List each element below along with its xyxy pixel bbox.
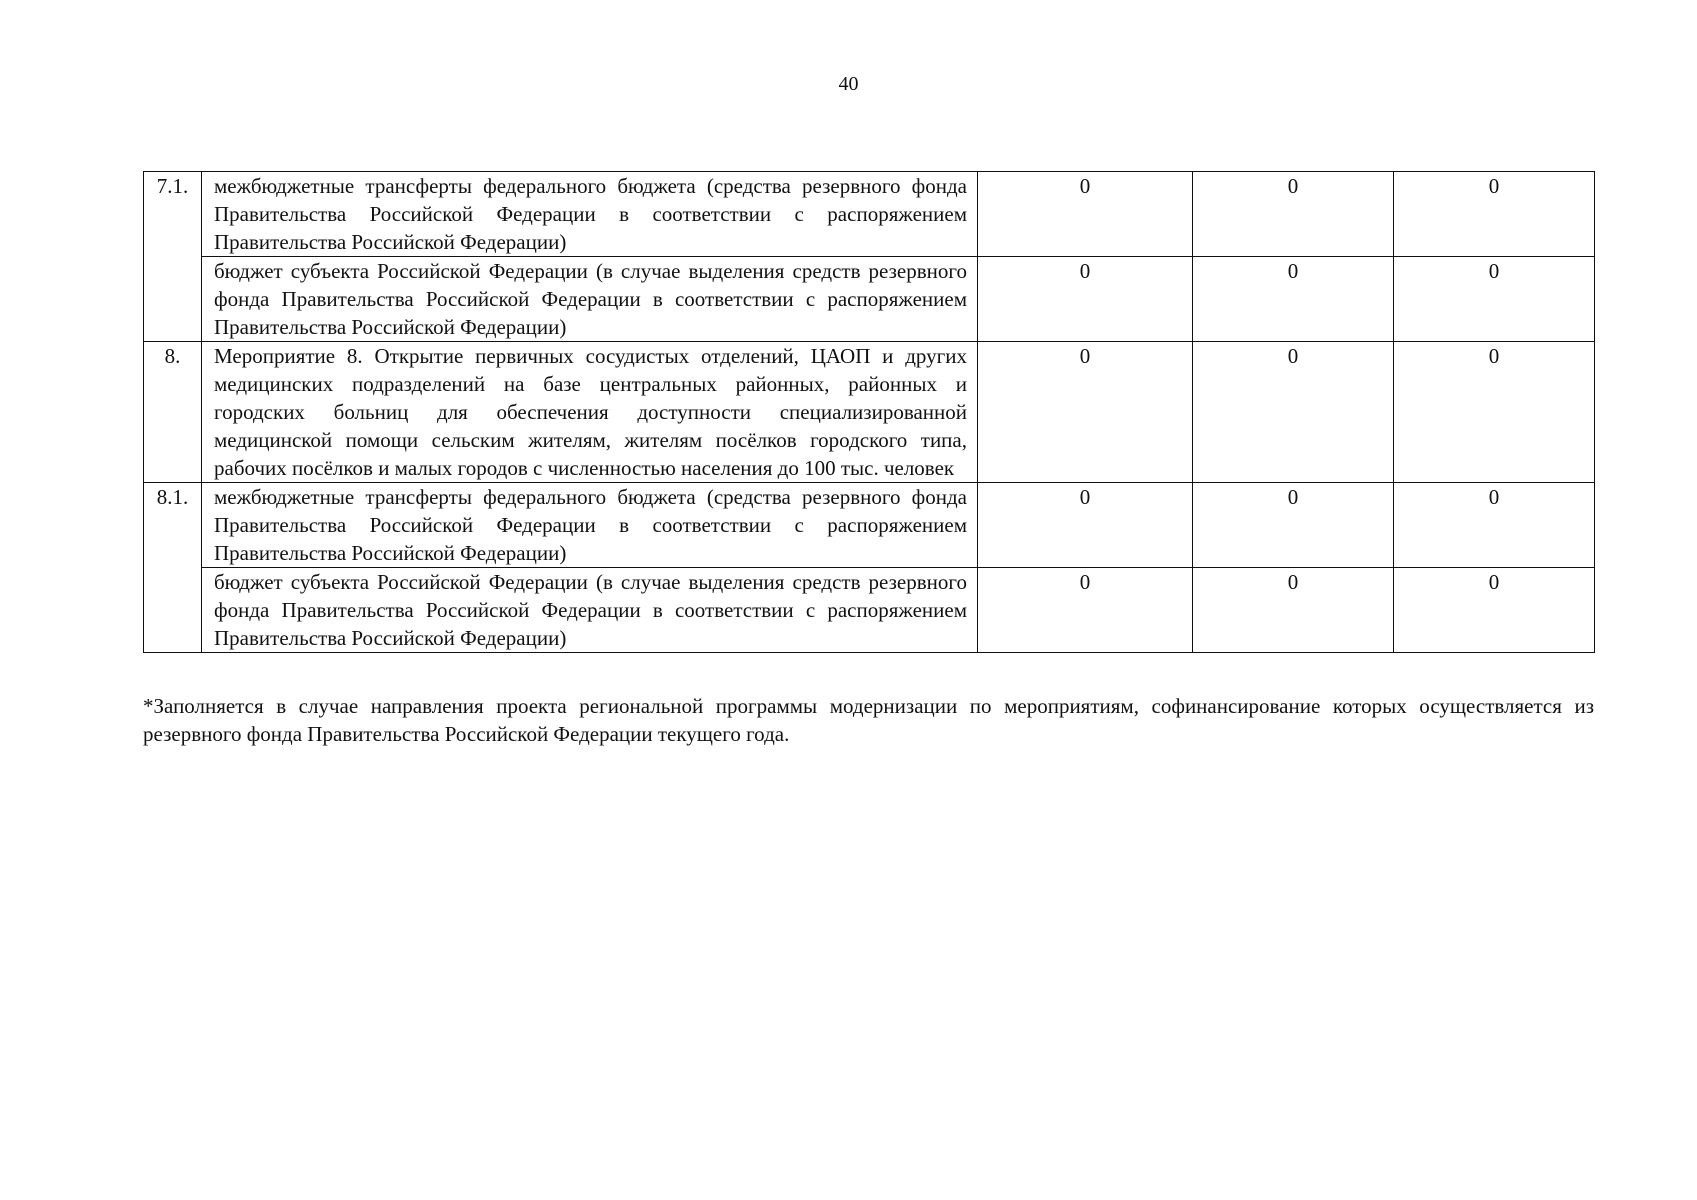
row-value-1: 0 [978, 483, 1193, 568]
row-value-3: 0 [1394, 568, 1595, 653]
table-row [144, 568, 1595, 653]
funding-table [143, 171, 1595, 653]
row-value-1: 0 [978, 172, 1193, 257]
row-value-1: 0 [978, 568, 1193, 653]
table-row [144, 172, 1595, 257]
row-value-2: 0 [1193, 342, 1394, 483]
row-description: Мероприятие 8. Открытие первичных сосудистых отделений, ЦАОП и других медицинских подразделений на базе центральных районных, районных и городских больниц для обеспечения доступности специализированной медицинской помощи сельским жителям, жителям посёлков городского типа, рабочих посёлков и малых городов с численностью населения до 100 тыс. человек [202, 342, 978, 483]
row-value-2: 0 [1193, 172, 1394, 257]
page-number: 40 [838, 73, 859, 95]
row-value-1: 0 [978, 257, 1193, 342]
table-row [144, 342, 1595, 483]
row-description: межбюджетные трансферты федерального бюджета (средства резервного фонда Правительства Российской Федерации в соответствии с распоряжением Правительства Российской Федерации) [202, 483, 978, 568]
row-value-2: 0 [1193, 257, 1394, 342]
row-number: 8.1. [144, 483, 202, 653]
row-value-1: 0 [978, 342, 1193, 483]
row-value-3: 0 [1394, 483, 1595, 568]
table-row [144, 483, 1595, 568]
footnote: *Заполняется в случае направления проекта региональной программы модернизации по мероприятиям, софинансирование которых осуществляется из резервного фонда Правительства Российской Федерации текущего года. [143, 694, 1594, 746]
row-value-3: 0 [1394, 172, 1595, 257]
table-row [144, 257, 1595, 342]
row-description: бюджет субъекта Российской Федерации (в случае выделения средств резервного фонда Правительства Российской Федерации в соответствии с распоряжением Правительства Российской Федерации) [202, 568, 978, 653]
row-number: 7.1. [144, 172, 202, 342]
row-value-2: 0 [1193, 568, 1394, 653]
row-description: бюджет субъекта Российской Федерации (в случае выделения средств резервного фонда Правительства Российской Федерации в соответствии с распоряжением Правительства Российской Федерации) [202, 257, 978, 342]
row-value-3: 0 [1394, 342, 1595, 483]
row-value-2: 0 [1193, 483, 1394, 568]
row-value-3: 0 [1394, 257, 1595, 342]
row-description: межбюджетные трансферты федерального бюджета (средства резервного фонда Правительства Российской Федерации в соответствии с распоряжением Правительства Российской Федерации) [202, 172, 978, 257]
row-number: 8. [144, 342, 202, 483]
